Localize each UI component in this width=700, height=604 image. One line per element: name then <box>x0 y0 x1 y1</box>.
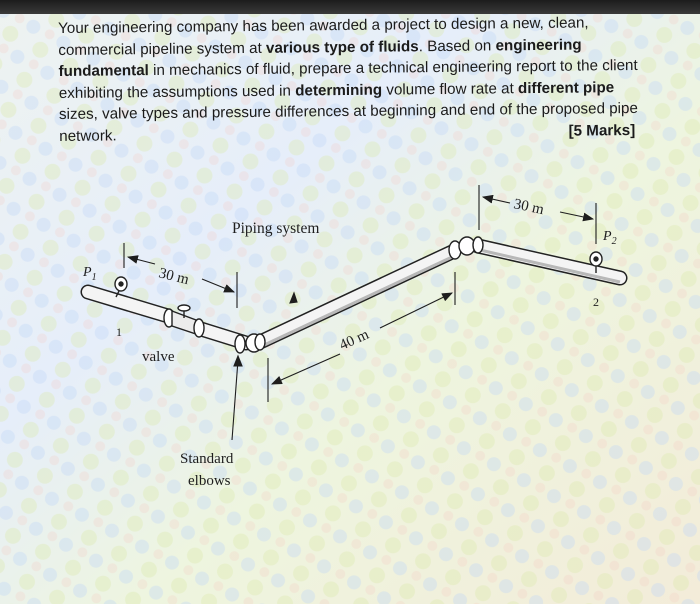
point-1-label: 1 <box>116 325 122 339</box>
elbows-label-line1: Standard <box>180 451 234 467</box>
dimension-middle-label: 40 m <box>337 326 372 354</box>
valve-label: valve <box>142 349 175 365</box>
question-segment: . Based on <box>418 36 496 55</box>
leader-lines <box>232 293 297 440</box>
marks-label: [5 Marks] <box>568 121 636 140</box>
p2-label: $P_2$ <box>603 229 617 247</box>
valve-icon <box>164 305 204 337</box>
question-bold-segment: various type of fluids <box>265 37 419 57</box>
question-bold-segment: different pipe <box>517 78 615 97</box>
question-segment: Your engineering company has been awarded a project to design a new, clean, commercial pipeline system at <box>58 14 589 59</box>
dimension-right-label: 30 m <box>512 196 546 219</box>
elbow-fitting-upper-icon <box>449 237 483 259</box>
pipe-diagonal-fill <box>258 252 452 343</box>
p1-label: $P_1$ <box>83 265 97 283</box>
dimension-left-label: 30 m <box>157 265 191 289</box>
pressure-gauge-p1 <box>115 277 127 297</box>
question-bold-segment: determining <box>295 81 383 100</box>
question-segment: volume flow rate at <box>382 79 519 99</box>
point-2-label: 2 <box>593 295 599 309</box>
figure-title: Piping system <box>232 220 320 237</box>
elbow-fitting-icon <box>235 334 265 353</box>
pipe-left-fill <box>88 292 168 316</box>
question-segment: in mechanics of fluid, prepare a technical engineering report to the client exhibiting the assumptions used in <box>58 56 638 102</box>
elbows-label-line2: elbows <box>188 473 231 489</box>
question-segment: sizes, valve types and pressure differences at beginning and end of the proposed pipe network. <box>58 99 638 145</box>
question-bold-segment: engineering fundamental <box>58 36 582 80</box>
